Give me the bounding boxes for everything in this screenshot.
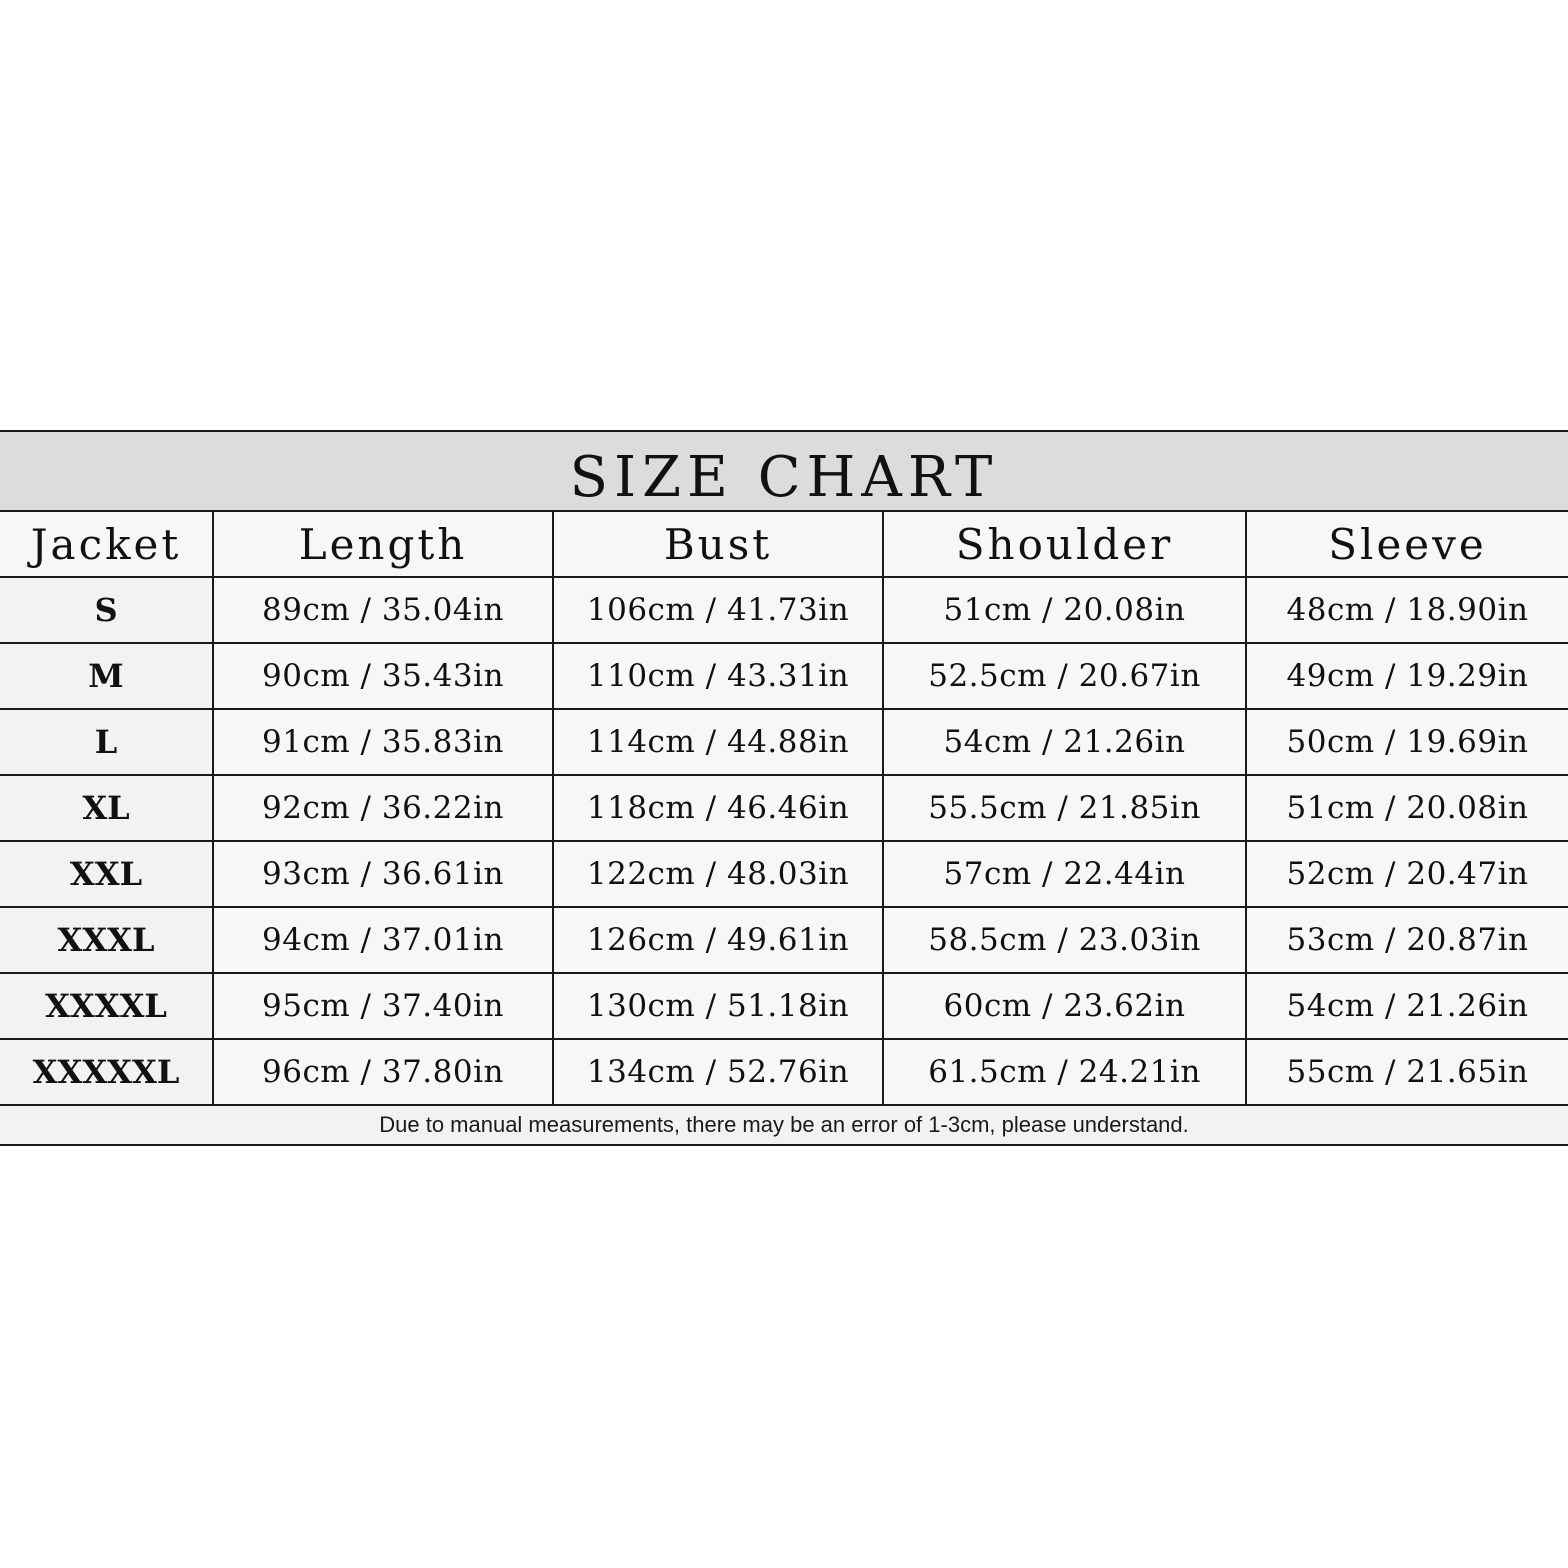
sleeve-value: 50cm / 19.69in (1246, 709, 1568, 775)
length-value: 96cm / 37.80in (213, 1039, 553, 1105)
measurement-note (0, 1106, 1568, 1144)
table-row (0, 841, 1568, 907)
bust-value: 118cm / 46.46in (553, 775, 883, 841)
shoulder-value: 60cm / 23.62in (883, 973, 1246, 1039)
length-value: 90cm / 35.43in (213, 643, 553, 709)
bust-value: 122cm / 48.03in (553, 841, 883, 907)
shoulder-value: 51cm / 20.08in (883, 577, 1246, 643)
sleeve-value: 52cm / 20.47in (1246, 841, 1568, 907)
length-value: 92cm / 36.22in (213, 775, 553, 841)
bust-value: 106cm / 41.73in (553, 577, 883, 643)
table-row (0, 709, 1568, 775)
page-title: SIZE CHART (569, 445, 999, 510)
size-label: XXXL (0, 907, 213, 973)
sleeve-value: 48cm / 18.90in (1246, 577, 1568, 643)
column-header-jacket: Jacket (0, 512, 213, 577)
sleeve-value: 51cm / 20.08in (1246, 775, 1568, 841)
size-label: XXXXL (0, 973, 213, 1039)
shoulder-value: 52.5cm / 20.67in (883, 643, 1246, 709)
bust-value: 126cm / 49.61in (553, 907, 883, 973)
bust-value: 110cm / 43.31in (553, 643, 883, 709)
length-value: 94cm / 37.01in (213, 907, 553, 973)
shoulder-value: 57cm / 22.44in (883, 841, 1246, 907)
sleeve-value: 53cm / 20.87in (1246, 907, 1568, 973)
column-header-length: Length (213, 512, 553, 577)
size-label: XXL (0, 841, 213, 907)
table-row (0, 577, 1568, 643)
sleeve-value: 49cm / 19.29in (1246, 643, 1568, 709)
length-value: 89cm / 35.04in (213, 577, 553, 643)
title-bar (0, 432, 1568, 512)
column-header-bust: Bust (553, 512, 883, 577)
length-value: 95cm / 37.40in (213, 973, 553, 1039)
shoulder-value: 54cm / 21.26in (883, 709, 1246, 775)
length-value: 93cm / 36.61in (213, 841, 553, 907)
note-text: Due to manual measurements, there may be an error of 1-3cm, please understand. (379, 1112, 1189, 1137)
header-row (0, 512, 1568, 577)
length-value: 91cm / 35.83in (213, 709, 553, 775)
table-row (0, 643, 1568, 709)
size-label: M (0, 643, 213, 709)
size-table (0, 512, 1568, 1106)
shoulder-value: 61.5cm / 24.21in (883, 1039, 1246, 1105)
size-label: XXXXXL (0, 1039, 213, 1105)
size-label: XL (0, 775, 213, 841)
sleeve-value: 55cm / 21.65in (1246, 1039, 1568, 1105)
size-chart (0, 430, 1568, 1146)
table-row (0, 973, 1568, 1039)
size-label: S (0, 577, 213, 643)
shoulder-value: 55.5cm / 21.85in (883, 775, 1246, 841)
column-header-sleeve: Sleeve (1246, 512, 1568, 577)
table-row (0, 907, 1568, 973)
shoulder-value: 58.5cm / 23.03in (883, 907, 1246, 973)
bust-value: 114cm / 44.88in (553, 709, 883, 775)
table-row (0, 775, 1568, 841)
bust-value: 134cm / 52.76in (553, 1039, 883, 1105)
bust-value: 130cm / 51.18in (553, 973, 883, 1039)
table-row (0, 1039, 1568, 1105)
size-label: L (0, 709, 213, 775)
column-header-shoulder: Shoulder (883, 512, 1246, 577)
sleeve-value: 54cm / 21.26in (1246, 973, 1568, 1039)
